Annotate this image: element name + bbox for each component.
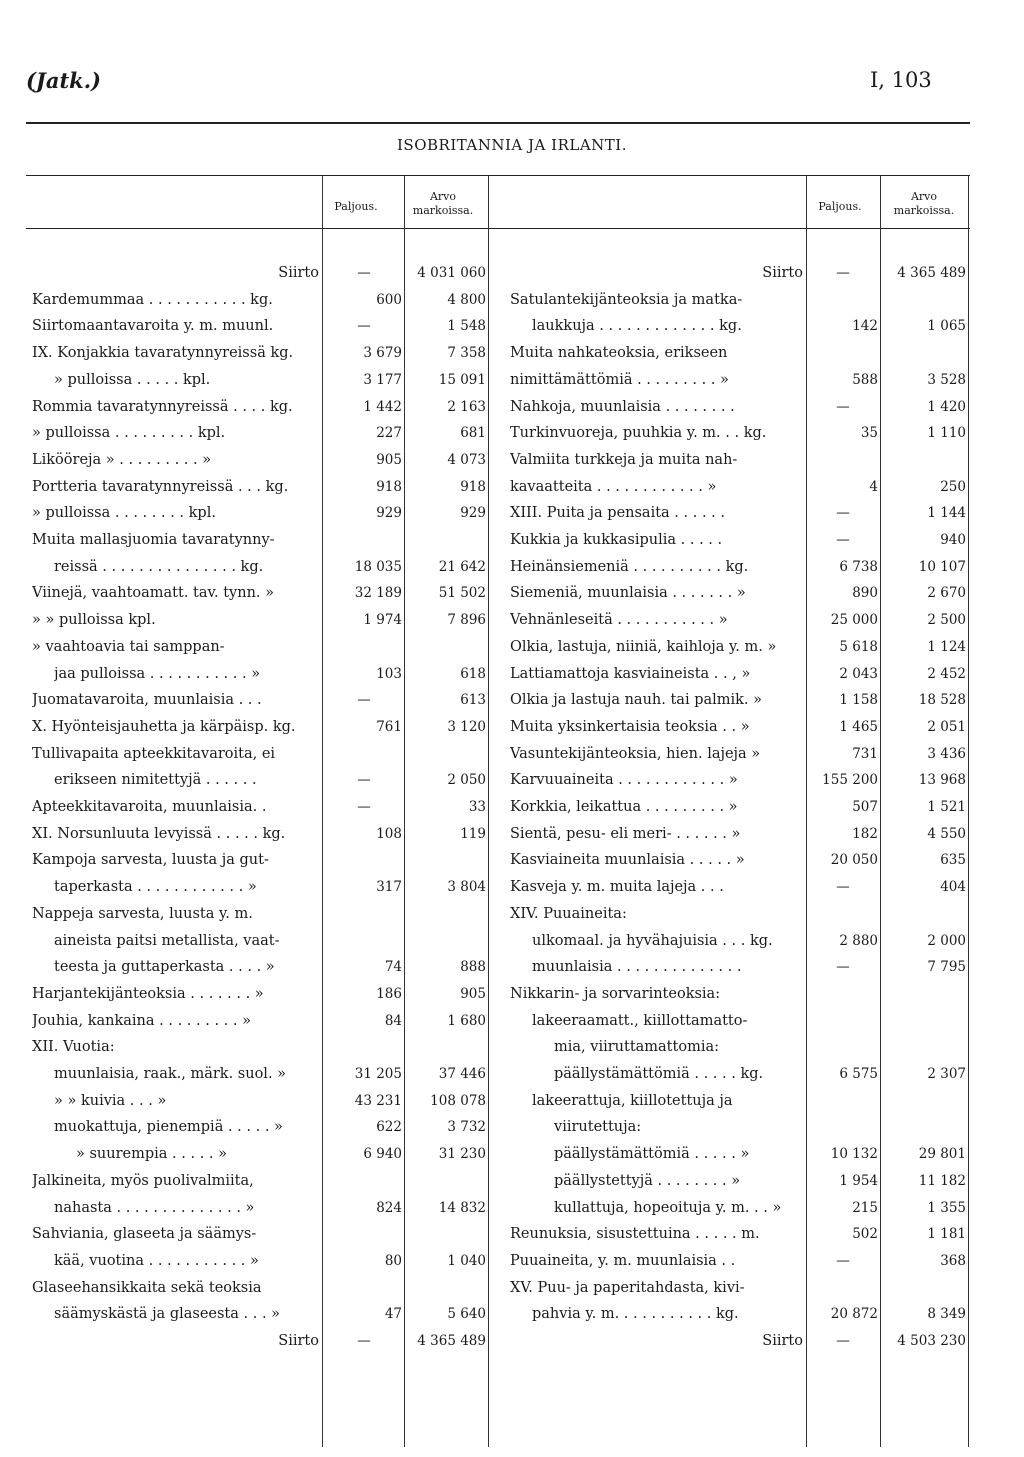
- quantity-cell: 5 618: [839, 638, 878, 655]
- value-header-right-line1: Arvo: [910, 190, 938, 203]
- table-row: [0, 420, 1024, 446]
- value-cell: 4 031 060: [417, 265, 486, 281]
- table-row: [0, 1168, 1024, 1194]
- item-label: Kampoja sarvesta, luusta ja gut-: [32, 852, 269, 869]
- table-row: [0, 821, 1024, 847]
- quantity-cell: 3 679: [363, 345, 402, 362]
- value-cell: 2 000: [927, 932, 966, 949]
- item-label: Muita mallasjuomia tavaratynny-: [32, 532, 275, 548]
- item-label: XIV. Puuaineita:: [510, 905, 627, 922]
- item-label: muunlaisia . . . . . . . . . . . . . .: [532, 959, 742, 976]
- value-cell: 14 832: [438, 1199, 486, 1216]
- quantity-cell: 1 465: [839, 718, 878, 735]
- item-label: Likööreja » . . . . . . . . . »: [32, 451, 212, 468]
- quantity-cell: —: [836, 959, 850, 976]
- qty-header-right: Paljous.: [818, 200, 862, 213]
- quantity-cell: 31 205: [354, 1066, 402, 1082]
- quantity-cell: 6 940: [363, 1146, 402, 1163]
- value-cell: 3 120: [447, 718, 486, 735]
- item-label: Siemeniä, muunlaisia . . . . . . . »: [510, 585, 746, 602]
- item-label: Kardemummaa . . . . . . . . . . . kg.: [32, 291, 273, 308]
- value-header-left-line2: markoissa.: [412, 204, 474, 217]
- item-label: jaa pulloissa . . . . . . . . . . . »: [54, 665, 261, 682]
- quantity-cell: 6 575: [839, 1066, 878, 1082]
- value-cell: 11 182: [918, 1172, 966, 1189]
- value-cell: 4 365 489: [897, 265, 966, 281]
- item-label: Harjantekijänteoksia . . . . . . . »: [32, 985, 264, 1002]
- quantity-cell: 4: [869, 478, 878, 495]
- item-label: Karvuuaineita . . . . . . . . . . . . »: [510, 772, 738, 789]
- value-cell: 1 181: [927, 1226, 966, 1243]
- value-header-left-line1: Arvo: [429, 190, 457, 203]
- item-label: nahasta . . . . . . . . . . . . . . »: [54, 1199, 255, 1216]
- quantity-cell: 227: [376, 425, 402, 442]
- item-label: Valmiita turkkeja ja muita nah-: [510, 451, 738, 468]
- value-cell: 5 640: [447, 1306, 486, 1323]
- table-row: [0, 847, 1024, 873]
- item-label: pahvia y. m. . . . . . . . . . . kg.: [532, 1306, 739, 1323]
- item-label: » suurempia . . . . . »: [76, 1146, 227, 1163]
- table-row: [0, 1195, 1024, 1221]
- value-cell: 108 078: [430, 1092, 486, 1109]
- quantity-cell: 103: [376, 665, 402, 682]
- quantity-cell: —: [357, 772, 371, 789]
- quantity-cell: —: [357, 692, 371, 709]
- item-label: päällystämättömiä . . . . . kg.: [554, 1066, 764, 1082]
- table-row: [0, 527, 1024, 553]
- value-cell: 10 107: [918, 558, 966, 575]
- item-label: muunlaisia, raak., märk. suol. »: [54, 1066, 287, 1082]
- item-label: kää, vuotina . . . . . . . . . . . »: [54, 1252, 259, 1269]
- quantity-cell: 80: [384, 1252, 402, 1269]
- item-label: Glaseehansikkaita sekä teoksia: [32, 1279, 262, 1296]
- item-label: Juomatavaroita, muunlaisia . . .: [32, 692, 262, 709]
- value-cell: 888: [460, 959, 486, 976]
- table-row: [0, 1141, 1024, 1167]
- quantity-cell: 1 974: [363, 612, 402, 629]
- item-label: Jouhia, kankaina . . . . . . . . . »: [32, 1012, 251, 1029]
- value-cell: 2 670: [927, 585, 966, 602]
- item-label: laukkuja . . . . . . . . . . . . . kg.: [532, 318, 742, 335]
- value-cell: 7 896: [447, 612, 486, 629]
- quantity-cell: 731: [852, 745, 878, 762]
- value-cell: 7 358: [447, 345, 486, 362]
- table-row: [0, 1301, 1024, 1327]
- value-cell: 1 124: [927, 638, 966, 655]
- item-label: Satulantekijänteoksia ja matka-: [510, 291, 743, 308]
- quantity-cell: 507: [852, 799, 878, 815]
- item-label: reissä . . . . . . . . . . . . . . . kg.: [54, 558, 264, 575]
- quantity-cell: 47: [384, 1306, 402, 1323]
- carry-row: [0, 1328, 1024, 1354]
- top-rule: [26, 122, 970, 124]
- item-label: Nappeja sarvesta, luusta y. m.: [32, 905, 253, 922]
- table-row: [0, 928, 1024, 954]
- value-cell: 2 050: [447, 772, 486, 789]
- table-row: [0, 1061, 1024, 1087]
- value-header-right: [880, 190, 968, 218]
- item-label: nimittämättömiä . . . . . . . . . »: [510, 371, 729, 388]
- value-cell: 37 446: [438, 1066, 486, 1082]
- quantity-cell: 2 043: [839, 665, 878, 682]
- table-row: [0, 500, 1024, 526]
- quantity-cell: 20 872: [830, 1306, 878, 1323]
- item-label: Vasuntekijänteoksia, hien. lajeja »: [510, 745, 761, 762]
- quantity-cell: —: [357, 265, 371, 281]
- quantity-cell: —: [836, 505, 850, 522]
- value-cell: 635: [940, 852, 966, 869]
- item-label: Tullivapaita apteekkitavaroita, ei: [32, 745, 276, 762]
- item-label: XII. Vuotia:: [32, 1039, 115, 1056]
- item-label: » pulloissa . . . . . . . . . kpl.: [32, 425, 226, 442]
- table-row: [0, 580, 1024, 606]
- value-cell: 21 642: [438, 558, 486, 575]
- value-cell: 29 801: [918, 1146, 966, 1163]
- item-label: Muita yksinkertaisia teoksia . . »: [510, 718, 750, 735]
- table-row: [0, 474, 1024, 500]
- item-label: Siirto: [278, 265, 319, 281]
- table-row: [0, 634, 1024, 660]
- value-cell: 940: [940, 532, 966, 548]
- value-cell: 1 065: [927, 318, 966, 335]
- quantity-cell: —: [836, 879, 850, 896]
- carry-row: [0, 260, 1024, 286]
- table-row: [0, 447, 1024, 473]
- table-row: [0, 1221, 1024, 1247]
- table-row: [0, 981, 1024, 1007]
- item-label: ulkomaal. ja hyvähajuisia . . . kg.: [532, 932, 773, 949]
- quantity-cell: —: [357, 1333, 371, 1349]
- table-row: [0, 874, 1024, 900]
- item-label: päällystämättömiä . . . . . »: [554, 1146, 750, 1163]
- value-cell: 2 500: [927, 612, 966, 629]
- quantity-cell: 155 200: [822, 772, 878, 789]
- value-header-right-line2: markoissa.: [893, 204, 955, 217]
- item-label: Korkkia, leikattua . . . . . . . . . »: [510, 799, 738, 815]
- item-label: kullattuja, hopeoituja y. m. . . »: [554, 1199, 782, 1216]
- value-cell: 1 420: [927, 398, 966, 415]
- table-row: [0, 1034, 1024, 1060]
- table-row: [0, 1275, 1024, 1301]
- item-label: IX. Konjakkia tavaratynnyreissä kg.: [32, 345, 294, 362]
- item-label: taperkasta . . . . . . . . . . . . »: [54, 879, 257, 896]
- quantity-cell: 32 189: [354, 585, 402, 602]
- table-row: [0, 1248, 1024, 1274]
- value-cell: 905: [460, 985, 486, 1002]
- table-row: [0, 714, 1024, 740]
- value-cell: 1 521: [927, 799, 966, 815]
- value-cell: 119: [460, 825, 486, 842]
- item-label: päällystettyjä . . . . . . . . »: [554, 1172, 741, 1189]
- table-row: [0, 1008, 1024, 1034]
- item-label: viirutettuja:: [554, 1119, 642, 1136]
- value-cell: 2 452: [927, 665, 966, 682]
- value-cell: 3 804: [447, 879, 486, 896]
- item-label: kavaatteita . . . . . . . . . . . . »: [510, 478, 717, 495]
- value-cell: 4 073: [447, 451, 486, 468]
- quantity-cell: 215: [852, 1199, 878, 1216]
- item-label: erikseen nimitettyjä . . . . . .: [54, 772, 257, 789]
- table-row: [0, 767, 1024, 793]
- value-cell: 13 968: [918, 772, 966, 789]
- item-label: Puuaineita, y. m. muunlaisia . .: [510, 1252, 736, 1269]
- quantity-cell: 3 177: [363, 371, 402, 388]
- item-label: Portteria tavaratynnyreissä . . . kg.: [32, 478, 289, 495]
- quantity-cell: 18 035: [354, 558, 402, 575]
- item-label: XV. Puu- ja paperitahdasta, kivi-: [510, 1279, 745, 1296]
- table-row: [0, 340, 1024, 366]
- value-cell: 1 144: [927, 505, 966, 522]
- item-label: » pulloissa . . . . . kpl.: [54, 371, 211, 388]
- quantity-cell: 84: [384, 1012, 402, 1029]
- item-label: aineista paitsi metallista, vaat-: [54, 932, 280, 949]
- item-label: Siirto: [762, 1333, 803, 1349]
- table-row: [0, 687, 1024, 713]
- item-label: » » kuivia . . . »: [54, 1092, 167, 1109]
- value-cell: 8 349: [927, 1306, 966, 1323]
- item-label: Siirtomaantavaroita y. m. muunl.: [32, 318, 274, 335]
- continued-marker: (Jatk.): [26, 68, 101, 93]
- quantity-cell: 6 738: [839, 558, 878, 575]
- value-cell: 368: [940, 1252, 966, 1269]
- quantity-cell: 622: [376, 1119, 402, 1136]
- item-label: teesta ja guttaperkasta . . . . »: [54, 959, 275, 976]
- item-label: Jalkineita, myös puolivalmiita,: [32, 1172, 254, 1189]
- value-cell: 2 307: [927, 1066, 966, 1082]
- quantity-cell: —: [836, 532, 850, 548]
- value-cell: 51 502: [438, 585, 486, 602]
- quantity-cell: 1 442: [363, 398, 402, 415]
- item-label: Nikkarin- ja sorvarinteoksia:: [510, 985, 721, 1002]
- quantity-cell: 20 050: [830, 852, 878, 869]
- value-cell: 918: [460, 478, 486, 495]
- quantity-cell: 317: [376, 879, 402, 896]
- item-label: Vehnänleseitä . . . . . . . . . . . »: [510, 612, 728, 629]
- item-label: Siirto: [762, 265, 803, 281]
- item-label: Muita nahkateoksia, erikseen: [510, 345, 728, 362]
- title-rule: [26, 175, 970, 176]
- quantity-cell: 35: [860, 425, 878, 442]
- value-cell: 4 800: [447, 291, 486, 308]
- table-row: [0, 661, 1024, 687]
- item-label: Turkinvuoreja, puuhkia y. m. . . kg.: [510, 425, 767, 442]
- item-label: Viinejä, vaahtoamatt. tav. tynn. »: [32, 585, 275, 602]
- item-label: mia, viiruttamattomia:: [554, 1039, 719, 1056]
- quantity-cell: 502: [852, 1226, 878, 1243]
- quantity-cell: 108: [376, 825, 402, 842]
- item-label: lakeeraamatt., kiillottamatto-: [532, 1012, 748, 1029]
- value-cell: 3 528: [927, 371, 966, 388]
- table-row: [0, 287, 1024, 313]
- quantity-cell: 142: [852, 318, 878, 335]
- item-label: Siirto: [278, 1333, 319, 1349]
- item-label: muokattuja, pienempiä . . . . . »: [54, 1119, 283, 1136]
- item-label: XIII. Puita ja pensaita . . . . . .: [510, 505, 725, 522]
- quantity-cell: 43 231: [354, 1092, 402, 1109]
- table-row: [0, 394, 1024, 420]
- table-row: [0, 794, 1024, 820]
- item-label: Reunuksia, sisustettuina . . . . . m.: [510, 1226, 760, 1243]
- table-row: [0, 607, 1024, 633]
- item-label: X. Hyönteisjauhetta ja kärpäisp. kg.: [32, 718, 296, 735]
- value-cell: 1 355: [927, 1199, 966, 1216]
- quantity-cell: 824: [376, 1199, 402, 1216]
- quantity-cell: —: [836, 398, 850, 415]
- table-row: [0, 1114, 1024, 1140]
- item-label: Heinänsiemeniä . . . . . . . . . . kg.: [510, 558, 749, 575]
- value-cell: 31 230: [438, 1146, 486, 1163]
- value-cell: 18 528: [918, 692, 966, 709]
- value-cell: 618: [460, 665, 486, 682]
- item-label: Lattiamattoja kasviaineista . . , »: [510, 665, 751, 682]
- quantity-cell: 761: [376, 718, 402, 735]
- quantity-cell: 186: [376, 985, 402, 1002]
- item-label: lakeerattuja, kiillotettuja ja: [532, 1092, 733, 1109]
- quantity-cell: —: [836, 265, 850, 281]
- table-row: [0, 901, 1024, 927]
- quantity-cell: 890: [852, 585, 878, 602]
- quantity-cell: 1 158: [839, 692, 878, 709]
- value-cell: 2 163: [447, 398, 486, 415]
- table-row: [0, 741, 1024, 767]
- item-label: Olkia ja lastuja nauh. tai palmik. »: [510, 692, 763, 709]
- item-label: » » pulloissa kpl.: [32, 612, 156, 629]
- quantity-cell: 600: [376, 291, 402, 308]
- table-row: [0, 367, 1024, 393]
- value-cell: 404: [940, 879, 966, 896]
- quantity-cell: —: [836, 1333, 850, 1349]
- value-cell: 1 040: [447, 1252, 486, 1269]
- table-row: [0, 554, 1024, 580]
- quantity-cell: —: [357, 318, 371, 335]
- quantity-cell: —: [836, 1252, 850, 1269]
- value-cell: 4 550: [927, 825, 966, 842]
- value-cell: 7 795: [927, 959, 966, 976]
- item-label: Olkia, lastuja, niiniä, kaihloja y. m. »: [510, 638, 777, 655]
- value-cell: 4 503 230: [897, 1333, 966, 1349]
- page-number: I, 103: [870, 68, 932, 92]
- value-cell: 1 548: [447, 318, 486, 335]
- quantity-cell: 905: [376, 451, 402, 468]
- quantity-cell: 182: [852, 825, 878, 842]
- item-label: » vaahtoavia tai samppan-: [32, 638, 225, 655]
- value-cell: 613: [460, 692, 486, 709]
- item-label: Sahviania, glaseeta ja säämys-: [32, 1226, 257, 1243]
- value-cell: 250: [940, 478, 966, 495]
- quantity-cell: 1 954: [839, 1172, 878, 1189]
- value-cell: 3 436: [927, 745, 966, 762]
- item-label: Rommia tavaratynnyreissä . . . . kg.: [32, 398, 293, 415]
- quantity-cell: 25 000: [830, 612, 878, 629]
- value-cell: 1 110: [927, 425, 966, 442]
- item-label: Kasviaineita muunlaisia . . . . . »: [510, 852, 745, 869]
- value-cell: 929: [460, 505, 486, 522]
- quantity-cell: 588: [852, 371, 878, 388]
- quantity-cell: 918: [376, 478, 402, 495]
- item-label: säämyskästä ja glaseesta . . . »: [54, 1306, 281, 1323]
- item-label: Kasveja y. m. muita lajeja . . .: [510, 879, 724, 896]
- quantity-cell: —: [357, 799, 371, 815]
- qty-header-left: Paljous.: [334, 200, 378, 213]
- table-row: [0, 954, 1024, 980]
- page-title: ISOBRITANNIA JA IRLANTI.: [397, 136, 627, 154]
- quantity-cell: 929: [376, 505, 402, 522]
- value-header-left: [398, 190, 488, 218]
- item-label: Sientä, pesu- eli meri- . . . . . . »: [510, 825, 741, 842]
- item-label: XI. Norsunluuta levyissä . . . . . kg.: [32, 825, 286, 842]
- value-cell: 681: [460, 425, 486, 442]
- quantity-cell: 2 880: [839, 932, 878, 949]
- value-cell: 3 732: [447, 1119, 486, 1136]
- quantity-cell: 74: [384, 959, 402, 976]
- item-label: Nahkoja, muunlaisia . . . . . . . .: [510, 398, 735, 415]
- quantity-cell: 10 132: [830, 1146, 878, 1163]
- table-row: [0, 313, 1024, 339]
- value-cell: 1 680: [447, 1012, 486, 1029]
- value-cell: 4 365 489: [417, 1333, 486, 1349]
- table-row: [0, 1088, 1024, 1114]
- item-label: Apteekkitavaroita, muunlaisia. .: [32, 799, 267, 815]
- item-label: Kukkia ja kukkasipulia . . . . .: [510, 532, 723, 548]
- value-cell: 2 051: [927, 718, 966, 735]
- item-label: » pulloissa . . . . . . . . kpl.: [32, 505, 216, 522]
- value-cell: 33: [468, 799, 486, 815]
- value-cell: 15 091: [438, 371, 486, 388]
- header-rule: [26, 228, 970, 229]
